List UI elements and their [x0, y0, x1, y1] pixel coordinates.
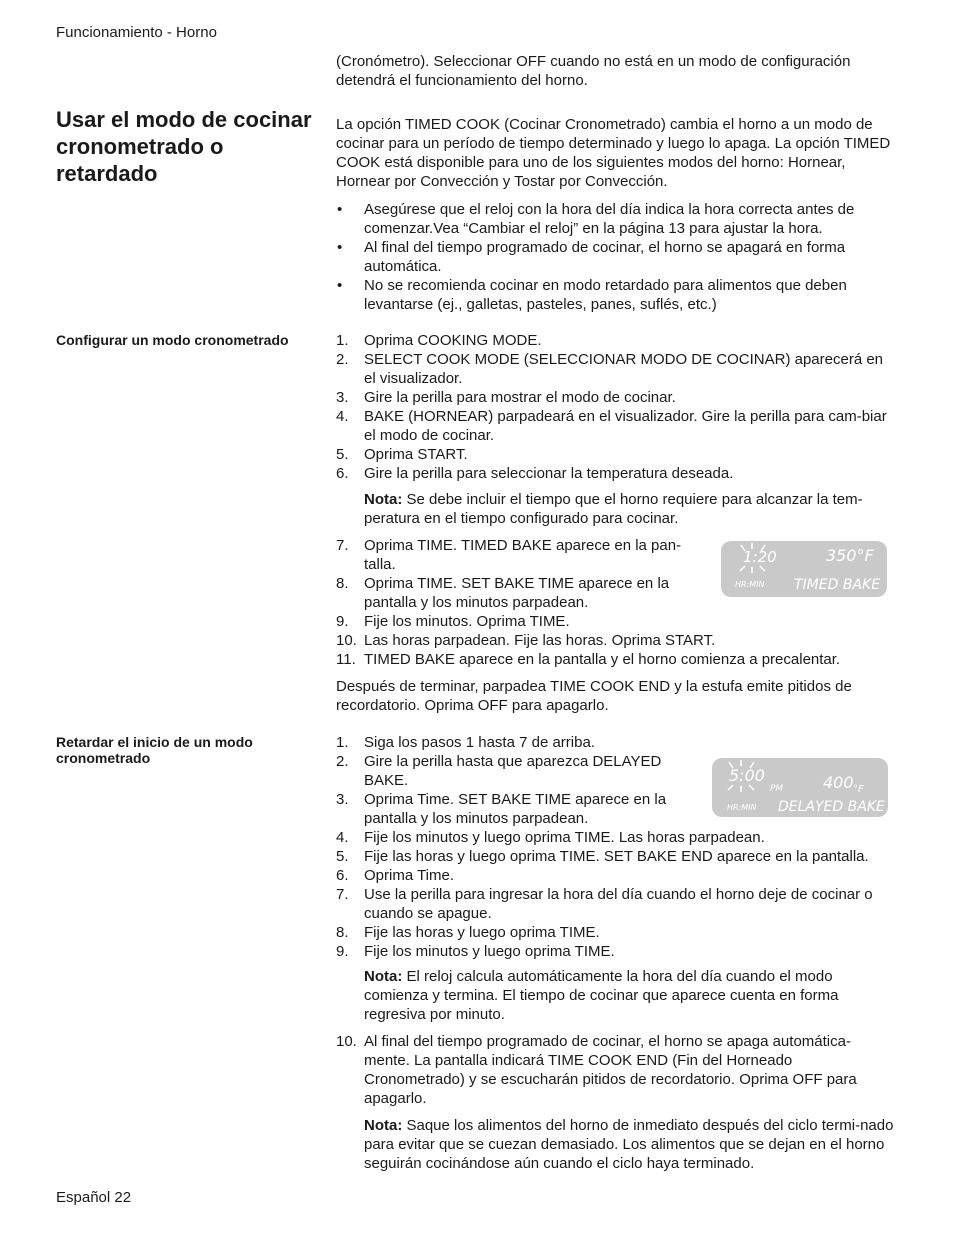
list-item: 4. Fije los minutos y luego oprima TIME. Las horas parpadean.	[336, 829, 765, 846]
delayed-note-1: Nota: El reloj calcula automáticamente la hora del día cuando el modo comienza y termina. El tiempo de cocinar que aparece cuenta en forma regresiva por minuto.	[364, 968, 839, 1023]
list-item: 3. Gire la perilla para mostrar el modo de cocinar.	[336, 389, 676, 406]
list-item: 7. Oprima TIME. TIMED BAKE aparece en la pan-talla.	[336, 537, 682, 573]
display-ampm: PM	[770, 784, 784, 794]
delayed-step-10	[336, 1032, 896, 1108]
list-item: 2. Gire la perilla hasta que aparezca DELAYED BAKE.	[336, 753, 662, 789]
display-temp: 350°F	[826, 546, 874, 565]
display-mode: TIMED BAKE	[794, 577, 881, 593]
list-item: 1. Oprima COOKING MODE.	[336, 332, 542, 349]
list-item: 10. Al final del tiempo programado de cocinar, el horno se apaga automática-mente. La pantalla indicará TIME COOK END (Fin del Horneado Cronometrado) y se escucharán pitidos de recordatorio. Oprima OFF para apagarlo.	[336, 1033, 857, 1107]
list-item: • Asegúrese que el reloj con la hora del día indica la hora correcta antes de comenzar.Vea “Cambiar el reloj” en la página 13 para ajustar la hora.	[336, 200, 896, 238]
display-unit: HR:MIN	[727, 803, 757, 812]
display-mode: DELAYED BAKE	[778, 799, 885, 815]
timed-bake-display	[721, 541, 887, 597]
bullet-list	[336, 200, 896, 314]
section-description: La opción TIMED COOK (Cocinar Cronometrado) cambia el horno a un modo de cocinar para un período de tiempo determinado y luego lo apaga. La opción TIMED COOK está disponible para uno de los siguientes modos del horno: Hornear, Hornear por Convección y Tostar por Convección.	[336, 116, 891, 190]
list-item: • No se recomienda cocinar en modo retardado para alimentos que deben levantarse (ej., galletas, pasteles, panes, suflés, etc.)	[336, 276, 896, 314]
list-item: 2. SELECT COOK MODE (SELECCIONAR MODO DE COCINAR) aparecerá en el visualizador.	[336, 351, 884, 387]
delayed-heading: Retardar el inicio de un modo cronometrado	[56, 734, 253, 766]
intro-paragraph: (Cronómetro). Seleccionar OFF cuando no está en un modo de configuración detendrá el funcionamiento del horno.	[336, 53, 851, 89]
display-temp-unit: °F	[853, 784, 864, 795]
list-item: 7. Use la perilla para ingresar la hora del día cuando el horno deje de cocinar o cuando se apague.	[336, 886, 873, 922]
timed-steps-a	[336, 331, 896, 483]
list-item: 11. TIMED BAKE aparece en la pantalla y el horno comienza a precalentar.	[336, 651, 841, 668]
timed-note: Nota: Se debe incluir el tiempo que el horno requiere para alcanzar la tem-peratura en el tiempo configurado para cocinar.	[364, 491, 863, 527]
delayed-note-2: Nota: Saque los alimentos del horno de inmediato después del ciclo termi-nado para evitar que se cuezan demasiado. Los alimentos que se dejan en el horno seguirán cocinándose aún cuando el ciclo haya terminado.	[364, 1117, 894, 1172]
list-item: 6. Gire la perilla para seleccionar la temperatura deseada.	[336, 465, 734, 482]
list-item: 3. Oprima Time. SET BAKE TIME aparece en la pantalla y los minutos parpadean.	[336, 791, 667, 827]
list-item: 8. Fije las horas y luego oprima TIME.	[336, 924, 600, 941]
timed-cook-heading: Configurar un modo cronometrado	[56, 332, 289, 348]
list-item: 5. Fije las horas y luego oprima TIME. SET BAKE END aparece en la pantalla.	[336, 848, 869, 865]
display-time: 1:20	[743, 548, 777, 566]
list-item: 8. Oprima TIME. SET BAKE TIME aparece en la pantalla y los minutos parpadean.	[336, 575, 670, 611]
delayed-bake-display	[712, 758, 888, 817]
page-header: Funcionamiento - Horno	[56, 24, 217, 41]
list-item: 9. Fije los minutos y luego oprima TIME.	[336, 943, 615, 960]
section-title: Usar el modo de cocinar cronometrado o retardado	[56, 107, 312, 186]
display-temp: 400	[823, 773, 854, 792]
list-item: 5. Oprima START.	[336, 446, 468, 463]
page-footer: Español 22	[56, 1189, 132, 1206]
after-paragraph: Después de terminar, parpadea TIME COOK END y la estufa emite pitidos de recordatorio. Oprima OFF para apagarlo.	[336, 678, 852, 714]
list-item: • Al final del tiempo programado de cocinar, el horno se apagará en forma automática.	[336, 238, 896, 276]
list-item: 10. Las horas parpadean. Fije las horas. Oprima START.	[336, 632, 716, 649]
display-unit: HR:MIN	[735, 580, 765, 589]
list-item: 4. BAKE (HORNEAR) parpadeará en el visualizador. Gire la perilla para cam-biar el modo de cocinar.	[336, 408, 887, 444]
list-item: 1. Siga los pasos 1 hasta 7 de arriba.	[336, 734, 595, 751]
list-item: 6. Oprima Time.	[336, 867, 455, 884]
list-item: 9. Fije los minutos. Oprima TIME.	[336, 613, 570, 630]
display-time: 5:00	[729, 766, 765, 785]
